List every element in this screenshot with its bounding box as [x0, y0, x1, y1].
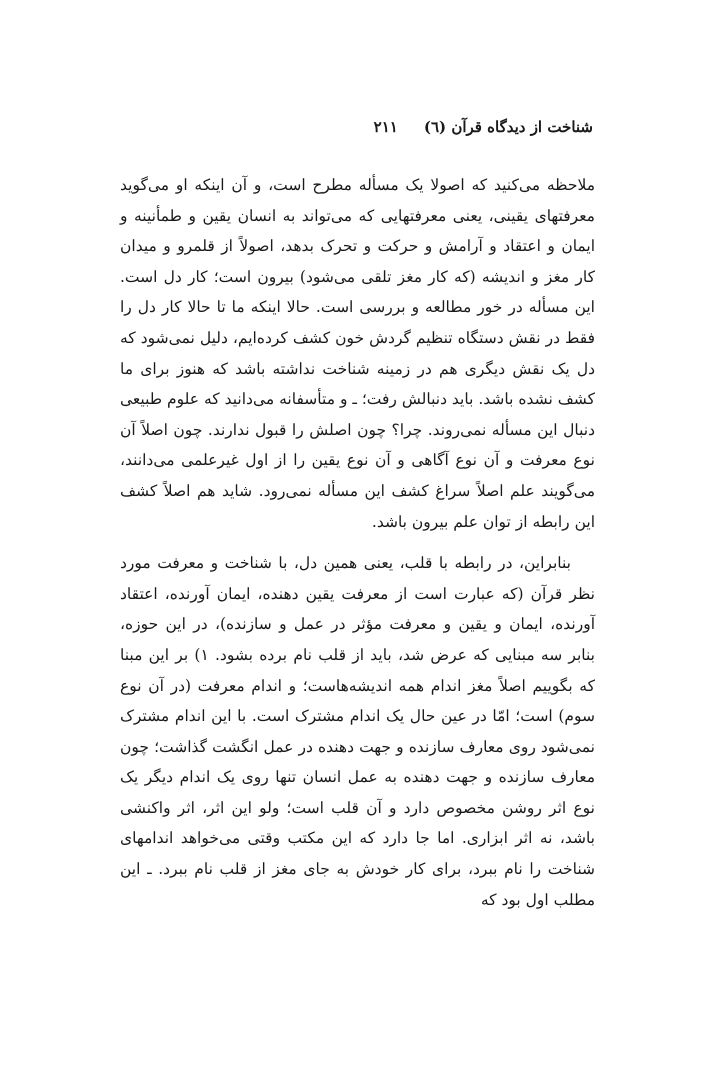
- body-text: [120, 170, 595, 915]
- header-title: شناخت از دیدگاه قرآن (٦): [423, 118, 593, 136]
- page-number: ٢١١: [373, 118, 398, 136]
- paragraph: ملاحظه می‌کنید که اصولا یک مسأله مطرح است، و آن اینکه او می‌گوید معرفتهای یقینی، یعنی معرفتهایی که می‌تواند به انسان یقین و طمأنینه و ایمان و اعتقاد و آرامش و حرکت و تحرک بدهد، اصولاً از قلمرو و میدان کار مغز و اندیشه (که کار مغز تلقی می‌شود) بیرون است؛ کار دل است. این مسأله در خور مطالعه و بررسی است. حالا اینکه ما تا حالا کار دل را فقط در نقش دستگاه تنظیم گردش خون کشف کرده‌ایم، دلیل نمی‌شود که دل یک نقش دیگری هم در زمینه شناخت نداشته باشد که هنوز برای ما کشف نشده باشد. باید دنبالش رفت؛ ـ و متأسفانه می‌دانید که علوم طبیعی دنبال این مسأله نمی‌روند. چرا؟ چون اصلش را قبول ندارند. چون اصلاً آن نوع معرفت و آن نوع آگاهی و آن نوع یقین را از اول غیرعلمی می‌دانند، می‌گویند علم اصلاً سراغ کشف این مسأله نمی‌رود. شاید هم اصلاً کشف این رابطه از توان علم بیرون باشد.: [120, 176, 595, 531]
- paragraph: بنابراین، در رابطه با قلب، یعنی همین دل، با شناخت و معرفت مورد نظر قرآن (که عبارت است از معرفت یقین دهنده، ایمان آورنده، اعتقاد آورنده، ایمان و یقین و معرفت مؤثر در عمل و سازنده)، در این حوزه، بنابر سه مبنایی که عرض شد، باید از قلب نام برده بشود. ١) بر این مبنا که بگوییم اصلاً مغز اندام همه اندیشه‌هاست؛ و اندام معرفت (در آن نوع سوم) است؛ امّا در عین حال یک اندام مشترک است. با این اندام مشترک نمی‌شود روی معارف سازنده و جهت دهنده در عمل انگشت گذاشت؛ چون معارف سازنده و جهت دهنده به عمل انسان تنها روی یک اندام دیگر یک نوع اثر روشن مخصوص دارد و آن قلب است؛ ولو این اثر، اثر واکنشی باشد، نه اثر ابزاری. اما جا دارد که این مکتب وقتی می‌خواهد اندامهای شناخت را نام ببرد، برای کار خودش به جای مغز از قلب نام ببرد. ـ این مطلب اول بود که: [120, 554, 595, 909]
- running-header: [138, 118, 593, 146]
